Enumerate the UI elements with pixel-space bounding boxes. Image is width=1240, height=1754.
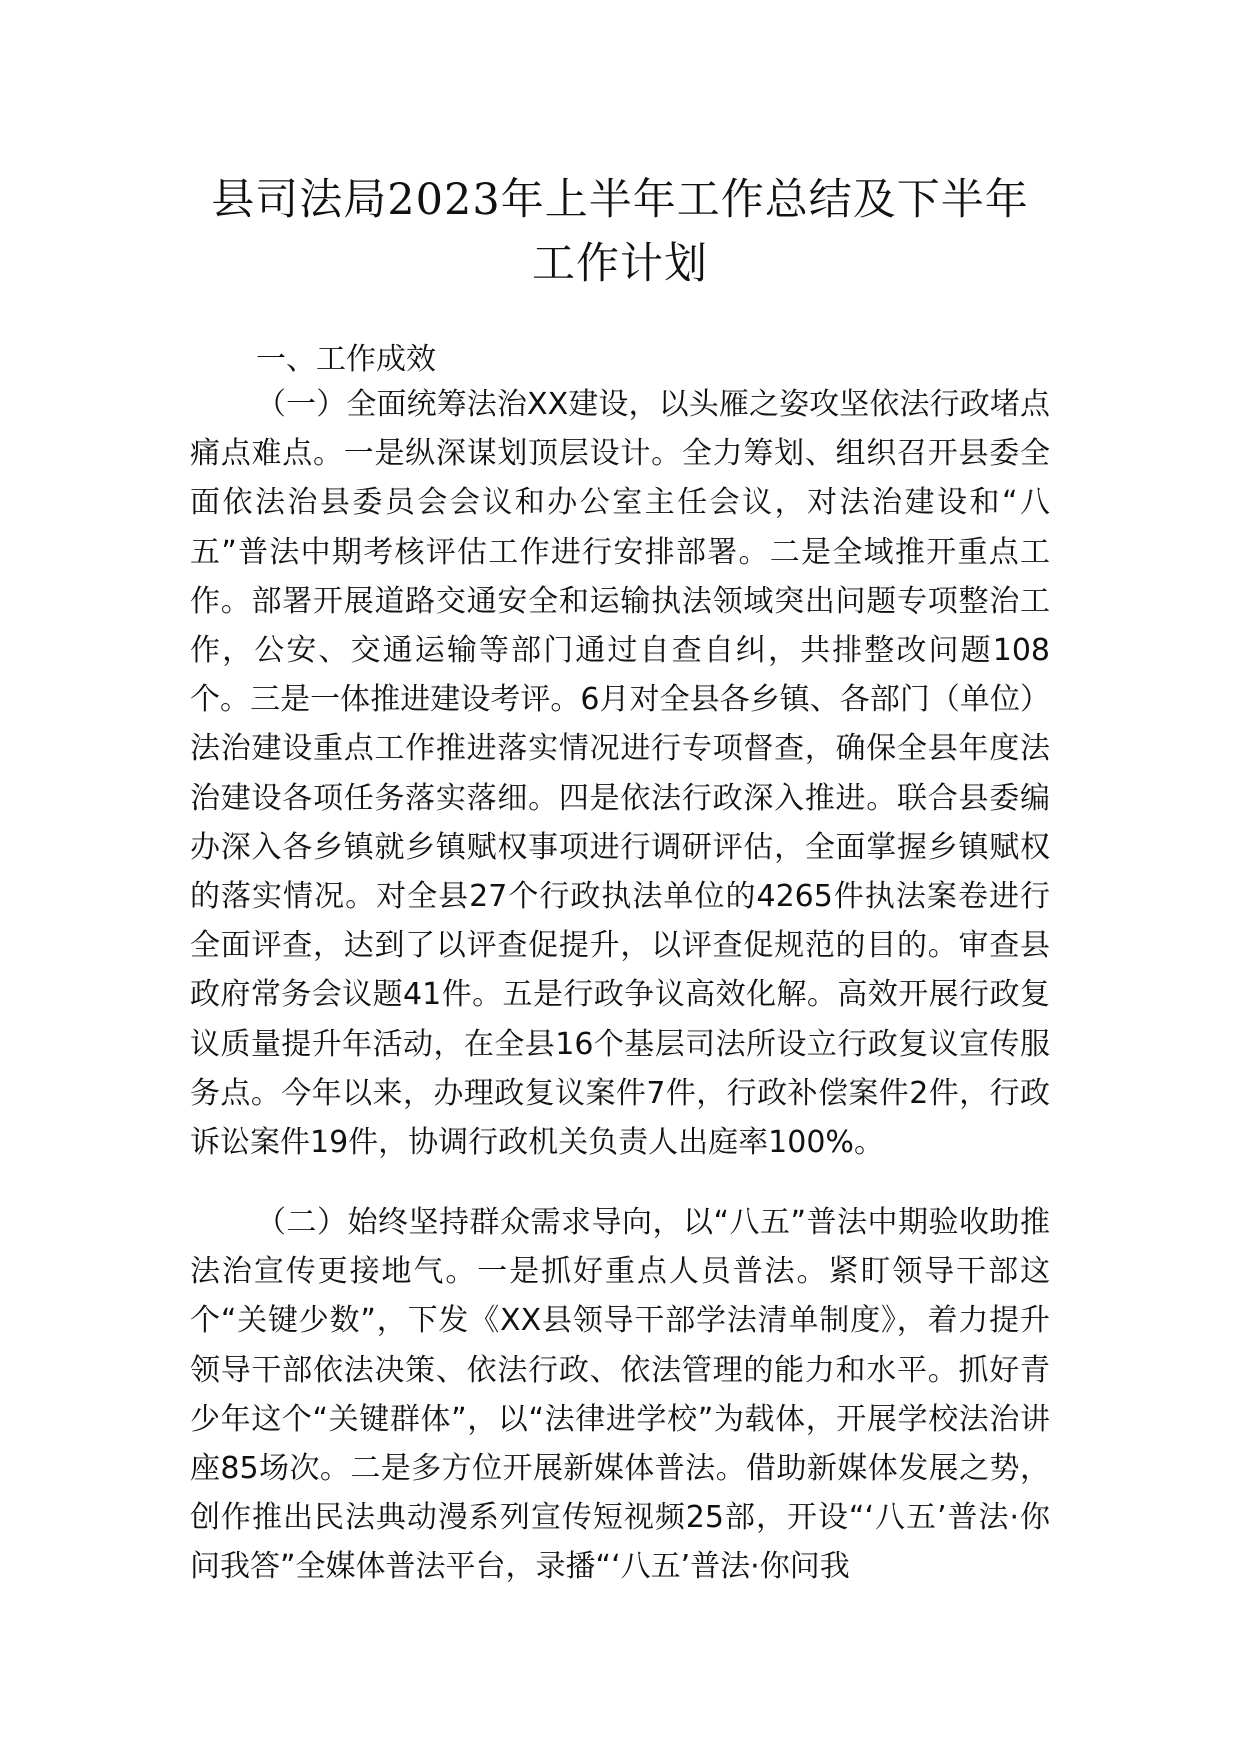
document-title-line-1: 县司法局2023年上半年工作总结及下半年 (211, 175, 1029, 225)
paragraph-2: （二）始终坚持群众需求导向，以“八五”普法中期验收助推法治宣传更接地气。一是抓好重点人员普法。紧盯领导干部这个“关键少数”，下发《XX县领导干部学法清单制度》，着力提升领导干部依法决策、依法行政、依法管理的能力和水平。抓好青少年这个“关键群体”，以“法律进学校”为载体，开展学校法治讲座85场次。二是多方位开展新媒体普法。借助新媒体发展之势，创作推出民法典动漫系列宣传短视频25部，开设“‘八五’普法·你问我答”全媒体普法平台，录播“‘八五’普法·你问我 (190, 1205, 1050, 1585)
document-title-line-2: 工作计划 (532, 239, 708, 289)
paragraph-1: （一）全面统筹法治XX建设，以头雁之姿攻坚依法行政堵点痛点难点。一是纵深谋划顶层设计。全力筹划、组织召开县委全面依法治县委员会会议和办公室主任会议，对法治建设和“八五”普法中期考核评估工作进行安排部署。二是全域推开重点工作。部署开展道路交通安全和运输执法领域突出问题专项整治工作，公安、交通运输等部门通过自查自纠，共排整改问题108个。三是一体推进建设考评。6月对全县各乡镇、各部门（单位）法治建设重点工作推进落实情况进行专项督查，确保全县年度法治建设各项任务落实落细。四是依法行政深入推进。联合县委编办深入各乡镇就乡镇赋权事项进行调研评估，全面掌握乡镇赋权的落实情况。对全县27个行政执法单位的4265件执法案卷进行全面评查，达到了以评查促提升，以评查促规范的目的。审查县政府常务会议题41件。五是行政争议高效化解。高效开展行政复议质量提升年活动，在全县16个基层司法所设立行政复议宣传服务点。今年以来，办理政复议案件7件，行政补偿案件2件，行政诉讼案件19件，协调行政机关负责人出庭率100%。 (190, 387, 1050, 1161)
section-heading: 一、工作成效 (256, 342, 436, 377)
